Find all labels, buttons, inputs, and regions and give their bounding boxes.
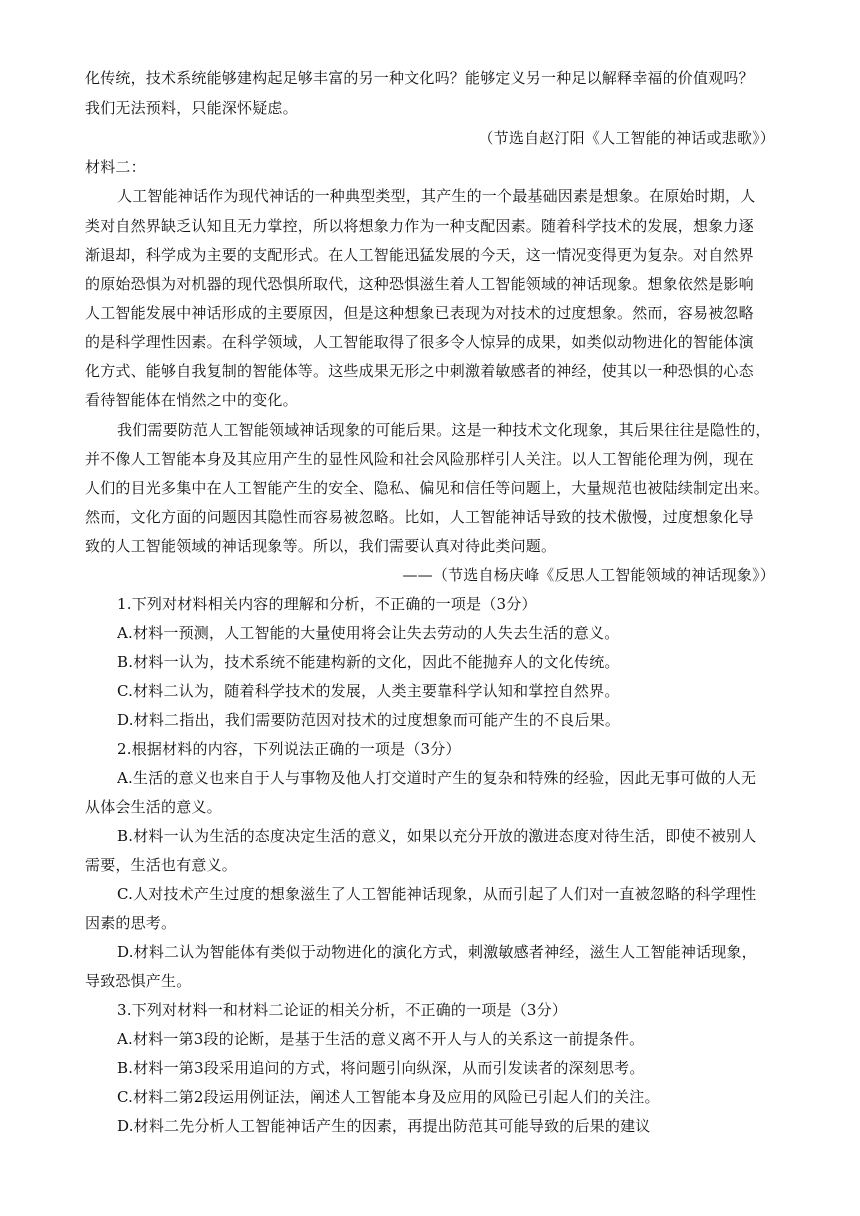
material2-p2-line: 致的人工智能领域的神话现象等。所以，我们需要认真对待此类问题。 [85, 537, 557, 555]
material2-p2-line: 并不像人工智能本身及其应用产生的显性风险和社会风险那样引人关注。以人工智能伦理为例，现在 [85, 450, 754, 468]
material2-p2-line: 我们需要防范人工智能领域神话现象的可能后果。这是一种技术文化现象，其后果往往是隐性的， [117, 421, 771, 439]
material2-p1-line: 类对自然界缺乏认知且无力掌控，所以将想象力作为一种支配因素。随着科学技术的发展，想象力逐 [85, 217, 754, 235]
material1-line: 我们无法预料，只能深怀疑虑。 [85, 99, 298, 117]
material2-p1-line: 渐退却，科学成为主要的支配形式。在人工智能迅猛发展的今天，这一情况变得更为复杂。对自然界 [85, 246, 754, 264]
material2-p1-line: 的是科学理性因素。在科学领域，人工智能取得了很多令人惊异的成果，如类似动物进化的智能体演 [85, 333, 754, 351]
material2-p1-line: 人工智能发展中神话形成的主要原因，但是这种想象已表现为对技术的过度想象。然而，容易被忽略 [85, 304, 754, 322]
material2-p2-line: 人们的目光多集中在人工智能产生的安全、隐私、偏见和信任等问题上，大量规范也被陆续制定出来。 [85, 479, 770, 497]
question-2-option-a-cont: 从体会生活的意义。 [85, 798, 222, 816]
question-1-option-c: C.材料二认为，随着科学技术的发展，人类主要靠科学认知和掌控自然界。 [117, 682, 620, 700]
material2-p2-line: 然而，文化方面的问题因其隐性而容易被忽略。比如，人工智能神话导致的技术傲慢，过度想象化导 [85, 508, 754, 526]
question-3-option-b: B.材料一第3段采用追问的方式，将问题引向纵深，从而引发读者的深刻思考。 [117, 1059, 645, 1077]
question-2-option-d-cont: 导致恐惧产生。 [85, 972, 192, 990]
question-2-option-b: B.材料一认为生活的态度决定生活的意义，如果以充分开放的激进态度对待生活，即使不被别人 [117, 827, 757, 845]
question-1-option-d: D.材料二指出，我们需要防范因对技术的过度想象而可能产生的不良后果。 [117, 711, 621, 729]
material2-p1-line: 看待智能体在悄然之中的变化。 [85, 391, 298, 409]
question-3-option-a: A.材料一第3段的论断，是基于生活的意义离不开人与人的关系这一前提条件。 [117, 1030, 645, 1048]
question-1-option-b: B.材料一认为，技术系统不能建构新的文化，因此不能抛弃人的文化传统。 [117, 653, 620, 671]
material1-line: 化传统，技术系统能够建构起足够丰富的另一种文化吗？能够定义另一种足以解释幸福的价值观吗？ [85, 69, 754, 87]
material2-heading: 材料二： [85, 158, 146, 176]
question-3-option-d: D.材料二先分析人工智能神话产生的因素，再提出防范其可能导致的后果的建议 [117, 1117, 651, 1135]
question-2-option-a: A.生活的意义也来自于人与事物及他人打交道时产生的复杂和特殊的经验，因此无事可做的人无 [117, 769, 757, 787]
material2-p1-line: 的原始恐惧为对机器的现代恐惧所取代，这种恐惧滋生着人工智能领域的神话现象。想象依然是影响 [85, 275, 754, 293]
question-2-option-c: C.人对技术产生过度的想象滋生了人工智能神话现象，从而引起了人们对一直被忽略的科学理性 [117, 885, 757, 903]
question-2-option-c-cont: 因素的思考。 [85, 914, 177, 932]
question-1-stem: 1.下列对材料相关内容的理解和分析，不正确的一项是（3分） [117, 595, 537, 613]
question-3-stem: 3.下列对材料一和材料二论证的相关分析，不正确的一项是（3分） [117, 1001, 568, 1019]
question-2-option-b-cont: 需要，生活也有意义。 [85, 856, 238, 874]
material2-p1-line: 人工智能神话作为现代神话的一种典型类型，其产生的一个最基础因素是想象。在原始时期，人 [117, 187, 756, 205]
material2-p1-line: 化方式、能够自我复制的智能体等。这些成果无形之中刺激着敏感者的神经，使其以一种恐惧的心态 [85, 362, 754, 380]
question-2-stem: 2.根据材料的内容，下列说法正确的一项是（3分） [117, 740, 461, 758]
question-2-option-d: D.材料二认为智能体有类似于动物进化的演化方式，刺激敏感者神经，滋生人工智能神话现象， [117, 943, 757, 961]
question-3-option-c: C.材料二第2段运用例证法，阐述人工智能本身及应用的风险已引起人们的关注。 [117, 1088, 660, 1106]
material2-source: ——（节选自杨庆峰《反思人工智能领域的神话现象》） [402, 566, 775, 584]
question-1-option-a: A.材料一预测，人工智能的大量使用将会让失去劳动的人失去生活的意义。 [117, 624, 620, 642]
material1-source: （节选自赵汀阳《人工智能的神话或悲歌》） [478, 129, 775, 147]
